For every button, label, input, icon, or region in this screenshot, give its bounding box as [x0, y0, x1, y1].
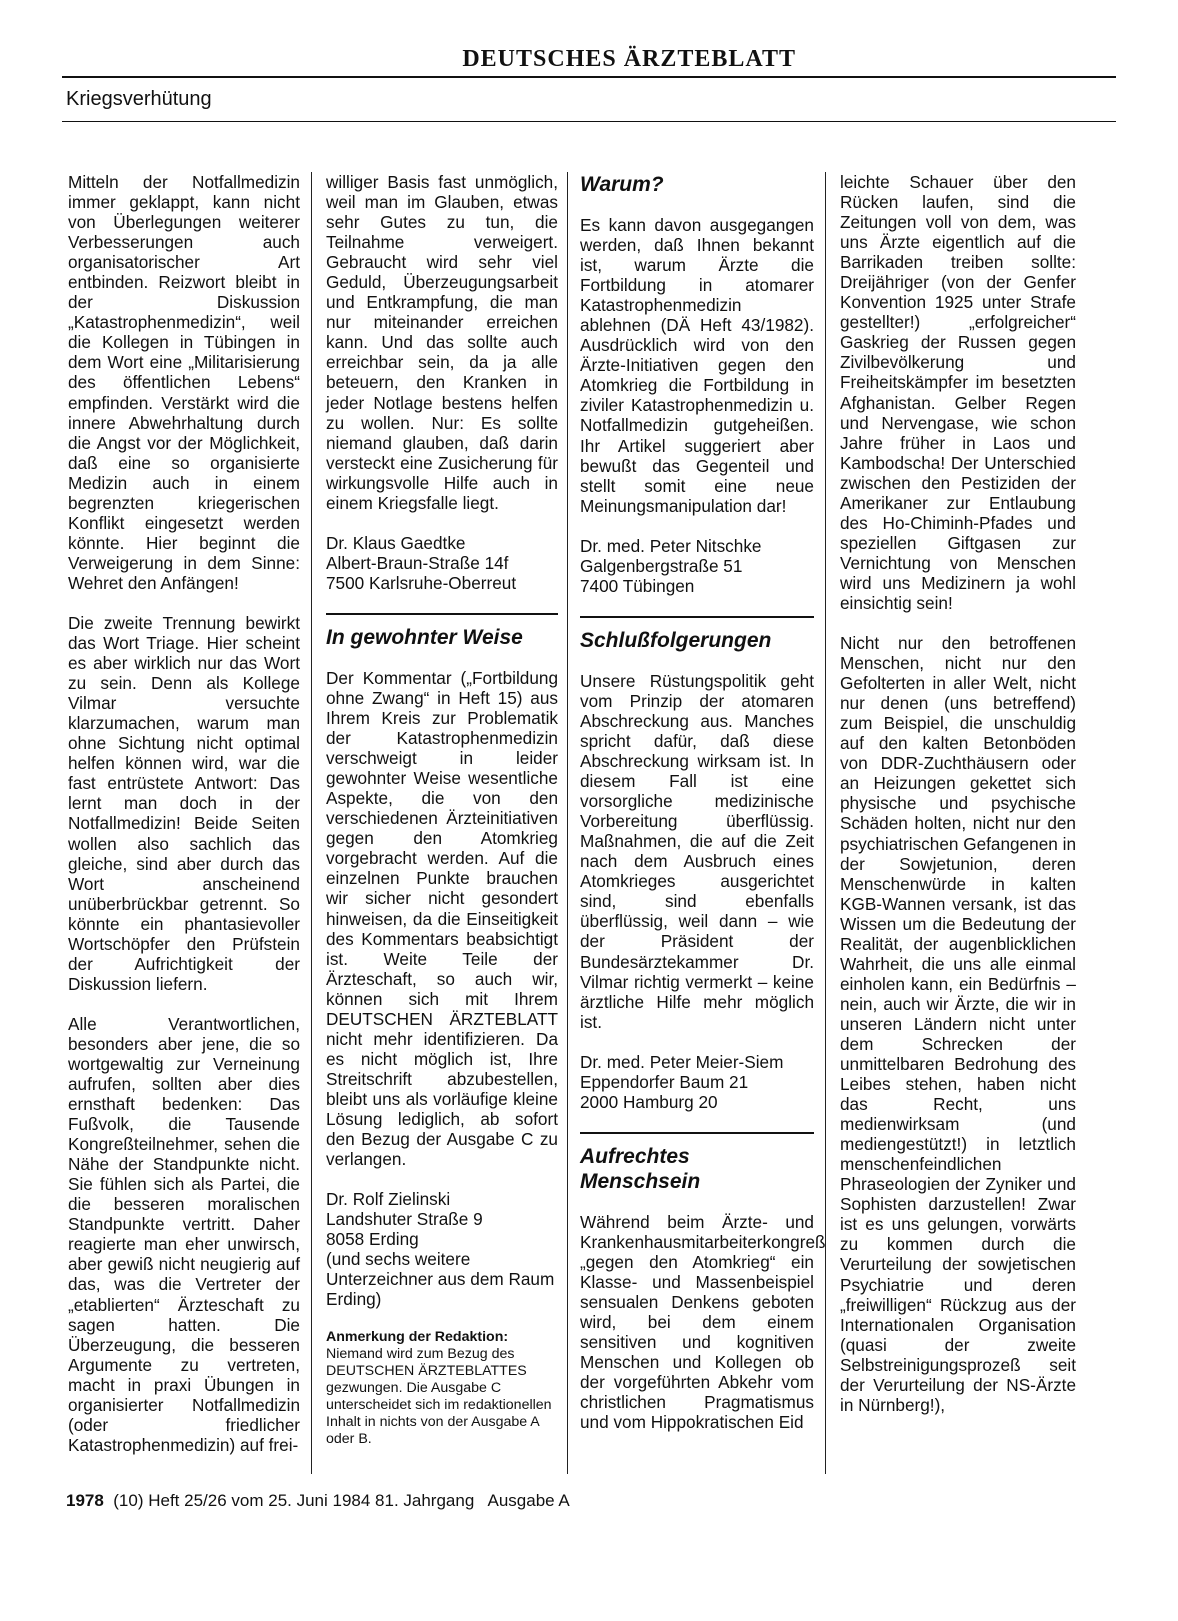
co-signers: (und sechs weitere Unterzeichner aus dem Raum Erding) — [326, 1249, 555, 1310]
paragraph: Es kann davon ausgegangen werden, daß Ihnen bekannt ist, warum Ärzte die Fortbildung in atomarer Katastrophenmedizin ablehnen (DÄ Heft 43/1982). Ausdrücklich wird von den Ärzte-Initiativen gegen den Atomkrieg die Fortbildung in ziviler Katastrophenmedizin u. Notfallmedizin gutgeheißen. Ihr Artikel suggeriert aber bewußt das Gegenteil und stellt somit eine neue Meinungsmanipulation dar! — [580, 215, 814, 516]
paragraph: Die zweite Trennung bewirkt das Wort Triage. Hier scheint es aber wirklich nur das Wort zu sein. Denn als Kollege Vilmar versuchte klarzumachen, warum man ohne Sichtung nicht optimal helfen können wird, war die fast entrüstete Antwort: Das lernt man doch in der Notfallmedizin! Beide Seiten wollen also sachlich das gleiche, sind aber durch das Wort anscheinend unüberbrückbar getrennt. So könnte ein phantasievoller Wortschöpfer den Prüfstein der Aufrichtigkeit der Diskussion liefern. — [68, 612, 300, 994]
author-city: 8058 Erding — [326, 1229, 419, 1250]
author-name: Dr. med. Peter Meier-Siem — [580, 1051, 784, 1072]
editor-note — [326, 1329, 558, 1448]
letter-heading: In gewohnter Weise — [326, 613, 558, 650]
journal-title: DEUTSCHES ÄRZTEBLATT — [462, 46, 796, 72]
column-divider — [825, 172, 826, 1474]
column-2 — [326, 172, 558, 1448]
paragraph: williger Basis fast unmöglich, weil man im Glauben, etwas sehr Gutes zu tun, die Teilnahme verweigert. Gebraucht wird sehr viel Geduld, Überzeugungsarbeit und Entkrampfung, die man nur miteinander erreichen kann. Und das sollte auch erreichbar sein, da ja alle beteuern, den Kranken in jeder Notlage bestens helfen zu wollen. Nur: Es sollte niemand glauben, daß darin versteckt eine Zusicherung für wirkungsvolle Hilfe auch in einem Kriegsfalle liegt. — [326, 172, 558, 513]
column-1 — [68, 172, 300, 1475]
column-4 — [840, 172, 1076, 1435]
paragraph: Mitteln der Notfallmedizin immer geklappt, kann nicht von Überlegungen weiterer Verbesserungen auch organisatorischer Art entbinden. Reizwort bleibt in der Diskussion „Katastrophenmedizin“, weil die Kollegen in Tübingen in dem Wort eine „Militarisierung des öffentlichen Lebens“ empfinden. Verstärkt wird die innere Abwehrhaltung durch die Angst vor der Möglichkeit, daß eine so organisierte Medizin auch in einem begrenzten kriegerischen Konflikt eingesetzt werden könnte. Hier beginnt die Verweigerung in dem Sinne: Wehret den Anfängen! — [68, 172, 300, 593]
column-divider — [311, 172, 312, 1474]
author-street: Albert-Braun-Straße 14f — [326, 552, 509, 573]
section-rule — [62, 121, 1116, 122]
author-name: Dr. Klaus Gaedtke — [326, 532, 466, 553]
page-number: 1978 — [66, 1491, 104, 1510]
author-street: Landshuter Straße 9 — [326, 1209, 483, 1230]
column-divider — [567, 172, 568, 1474]
page-footer — [66, 1491, 570, 1511]
letter-heading: Warum? — [580, 173, 664, 196]
masthead — [62, 46, 1116, 78]
author-city: 2000 Hamburg 20 — [580, 1091, 718, 1112]
author-address — [580, 1052, 814, 1112]
paragraph: Nicht nur den betroffenen Menschen, nicht nur den Gefolterten in aller Welt, nicht nur denen (uns betreffend) zum Beispiel, die unschuldig auf den kalten Betonböden von DDR-Zuchthäusern oder an Heizungen gekettet sich physische und psychische Schäden holten, nicht nur den psychiatrischen Gefangenen in der Sowjetunion, deren Menschenwürde in kalten KGB-Wannen versank, ist das Wissen um die Bedeutung der Realität, der augenblicklichen Wahrheit, die uns alle einmal einholen kann, ein Bedürfnis – nein, auch wir Ärzte, die wir in unseren Ländern nicht unter dem Schrecken der unmittelbaren Bedrohung des Leibes stehen, haben nicht das Recht, uns medienwirksam (und mediengestützt!) in letztlich menschenfeindlichen Phraseologien der Zyniker und Sophisten darzustellen! Zwar ist es uns gelungen, vorwärts zu kommen durch die Verurteilung der sowjetischen Psychiatrie und deren „freiwilligen“ Rückzug aus der Internationalen Organisation (quasi der zweite Selbstreinigungsprozeß seit der Verurteilung der NS-Ärzte in Nürnberg!), — [840, 633, 1077, 1415]
paragraph: Der Kommentar („Fortbildung ohne Zwang“ in Heft 15) aus Ihrem Kreis zur Problematik der Katastrophenmedizin verschweigt in leider gewohnter Weise wesentliche Aspekte, die von den verschiedenen Ärzteinitiativen gegen den Atomkrieg vorgebracht werden. Auf die einzelnen Punkte brauchen wir sicher nicht gesondert hinweisen, da die Einseitigkeit des Kommentars beabsichtigt ist. Weite Teile der Ärzteschaft, so auch wir, können sich mit Ihrem DEUTSCHEN ÄRZTEBLATT nicht mehr identifizieren. Da es nicht möglich ist, Ihre Streitschrift abzubestellen, bleibt uns als vorläufige kleine Lösung lediglich, ab sofort den Bezug der Ausgabe C zu verlangen. — [326, 667, 558, 1170]
author-address — [326, 1189, 558, 1309]
author-address — [326, 533, 558, 593]
letter-heading: Aufrechtes Menschsein — [580, 1132, 814, 1194]
author-street: Eppendorfer Baum 21 — [580, 1071, 749, 1092]
author-name: Dr. Rolf Zielinski — [326, 1189, 451, 1210]
paragraph: leichte Schauer über den Rücken laufen, sind die Zeitungen voll von dem, was uns Ärzte eigentlich auf die Barrikaden treiben sollte: Dreijähriger (von der Genfer Konvention 1925 unter Strafe gestellter!) „erfolgreicher“ Gaskrieg der Russen gegen Zivilbevölkerung und Freiheitskämpfer im besetzten Afghanistan. Gelber Regen und Nervengase, wie schon Jahre früher in Laos und Kambodscha! Der Unterschied zwischen den Pestiziden der Amerikaner zur Entlaubung des Ho-Chiminh-Pfades und speziellen Giftgasen zur Vernichtung von Menschen wird uns Medizinern ja wohl einsichtig sein! — [840, 172, 1076, 613]
editor-note-heading: Anmerkung der Redaktion: — [326, 1329, 509, 1346]
author-city: 7400 Tübingen — [580, 575, 695, 596]
author-street: Galgenbergstraße 51 — [580, 555, 743, 576]
paragraph: Während beim Ärzte- und Krankenhausmitarbeiterkongreß „gegen den Atomkrieg“ ein Klasse- und Massenbeispiel sensualen Denkens geboten wird, bei dem einem sensitiven und kognitiven Menschen und Kollegen ob der vorgeführten Abkehr vom christlichen Pragmatismus und vom Hippokratischen Eid — [580, 1211, 826, 1433]
issue-info: (10) Heft 25/26 vom 25. Juni 1984 81. Jahrgang Ausgabe A — [103, 1491, 570, 1510]
author-name: Dr. med. Peter Nitschke — [580, 535, 762, 556]
paragraph: Alle Verantwortlichen, besonders aber jene, die so wortgewaltig zur Verneinung aufrufen, sollten aber dies ernsthaft bedenken: Das Fußvolk, die Tausende Kongreßteilnehmer, sehen die Nähe der Standpunkte nicht. Sie fühlen sich als Partei, die die besseren moralischen Standpunkte vertritt. Daher reagierte man eher unwirsch, aber gewiß nicht neugierig auf das, was die Vertreter der „etablierten“ Ärzteschaft zu sagen hatten. Die Überzeugung, die besseren Argumente zu vertreten, macht in praxi Übungen in organisierter Notfallmedizin (oder friedlicher Katastrophenmedizin) auf frei- — [68, 1013, 300, 1455]
author-city: 7500 Karlsruhe-Oberreut — [326, 572, 517, 593]
editor-note-body: Niemand wird zum Bezug des DEUTSCHEN ÄRZTEBLATTES gezwungen. Die Ausgabe C unterscheidet sich im redaktionellen Inhalt in nichts von der Ausgabe A oder B. — [326, 1346, 552, 1448]
column-3 — [580, 172, 826, 1452]
letter-heading: Schlußfolgerungen — [580, 616, 814, 653]
paragraph: Unsere Rüstungspolitik geht vom Prinzip der atomaren Abschreckung aus. Manches spricht dafür, daß diese Abschreckung wirksam ist. In diesem Fall ist eine vorsorgliche medizinische Vorbereitung überflüssig. Maßnahmen, die auf die Zeit nach dem Ausbruch eines Atomkrieges ausgerichtet sind, sind ebenfalls überflüssig, weil dann – wie der Präsident der Bundesärztekammer Dr. Vilmar richtig vermerkt – keine ärztliche Hilfe mehr möglich ist. — [580, 670, 814, 1032]
section-label: Kriegsverhütung — [66, 88, 212, 110]
author-address — [580, 536, 814, 596]
